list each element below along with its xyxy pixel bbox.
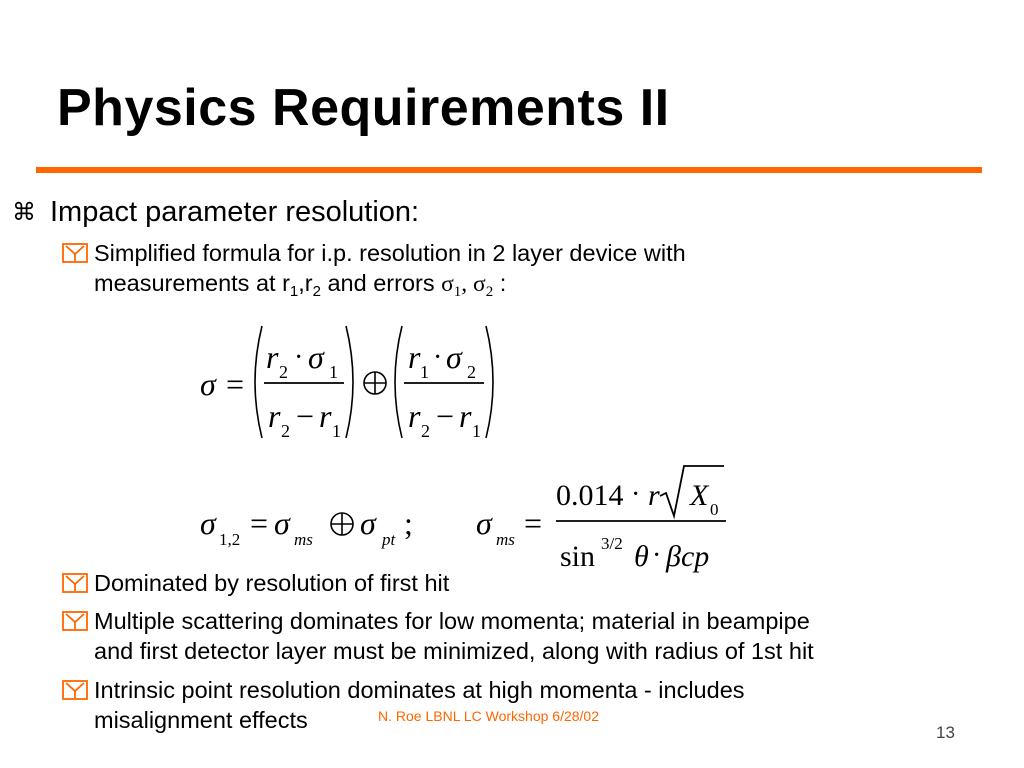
svg-text:pt: pt (382, 530, 396, 549)
svg-text:σ: σ (308, 339, 324, 375)
svg-text:σ: σ (200, 505, 216, 541)
footer-text: N. Roe LBNL LC Workshop 6/28/02 (378, 708, 600, 724)
svg-text:ms: ms (496, 530, 515, 549)
bullet-dominated (62, 568, 1012, 598)
svg-text:ms: ms (294, 530, 313, 549)
bullet-multiple-scattering (62, 606, 1012, 666)
svg-text:θ: θ (634, 540, 649, 573)
equation-1 (200, 326, 493, 441)
svg-text:1: 1 (472, 421, 481, 441)
svg-text:·: · (294, 342, 304, 373)
svg-text:r: r (648, 479, 660, 512)
bullet-text: Multiple scattering dominates for low momenta; material in beampipe (94, 608, 810, 634)
svg-text:−: − (296, 398, 315, 434)
bullet-text: misalignment effects (94, 707, 308, 733)
svg-text:σ: σ (274, 505, 290, 541)
svg-text:=: = (250, 505, 269, 541)
bullet-text: and first detector layer must be minimized, along with radius of 1st hit (94, 638, 814, 664)
svg-text:βcp: βcp (666, 540, 710, 573)
checkbox-icon (62, 611, 88, 631)
equation-2-right (476, 466, 726, 573)
svg-text:σ: σ (446, 339, 462, 375)
svg-text:1: 1 (420, 362, 429, 382)
command-icon: ⌘ (12, 199, 36, 226)
svg-text:σ: σ (200, 366, 216, 402)
svg-text:0.014: 0.014 (556, 479, 624, 512)
svg-text:r: r (266, 339, 279, 375)
svg-text:1,2: 1,2 (219, 530, 241, 549)
page-number: 13 (936, 723, 955, 742)
svg-text:1: 1 (329, 362, 338, 382)
svg-text:=: = (524, 505, 543, 541)
bullet-intrinsic (62, 675, 1012, 735)
intro-line2: measurements at $r_1,r_2$ and errors $\sigma_1$, $\sigma_2$ : (94, 270, 507, 300)
checkbox-icon (62, 573, 88, 593)
intro-line1: Simplified formula for i.p. resolution in 2 layer device with (94, 240, 686, 266)
svg-text:·: · (631, 479, 641, 510)
checkbox-icon (62, 680, 88, 700)
svg-text:X: X (690, 479, 709, 512)
svg-text:r: r (408, 339, 421, 375)
svg-text:σ: σ (476, 505, 492, 541)
svg-text:1: 1 (332, 421, 341, 441)
svg-text:2: 2 (279, 362, 288, 382)
svg-text:σ: σ (360, 505, 376, 541)
bullet-text: Dominated by resolution of first hit (94, 570, 450, 596)
svg-text:0: 0 (710, 500, 719, 519)
svg-text:−: − (436, 398, 455, 434)
svg-text:=: = (226, 366, 245, 402)
slide-title: Physics Requirements II (57, 79, 670, 137)
svg-text:3/2: 3/2 (601, 534, 623, 553)
svg-text:·: · (652, 540, 662, 571)
svg-text:·: · (433, 342, 443, 373)
svg-text:r: r (408, 398, 421, 434)
equation-2-left (200, 505, 413, 549)
svg-text:r: r (459, 398, 472, 434)
svg-text:sin: sin (560, 540, 596, 573)
svg-text:2: 2 (421, 421, 430, 441)
bullet-level1-text: Impact parameter resolution: (50, 196, 420, 228)
svg-text:;: ; (404, 505, 413, 541)
svg-text:r: r (319, 398, 332, 434)
svg-text:2: 2 (281, 421, 290, 441)
svg-text:r: r (268, 398, 281, 434)
bullet-text: Intrinsic point resolution dominates at high momenta - includes (94, 677, 745, 703)
svg-text:2: 2 (467, 362, 476, 382)
